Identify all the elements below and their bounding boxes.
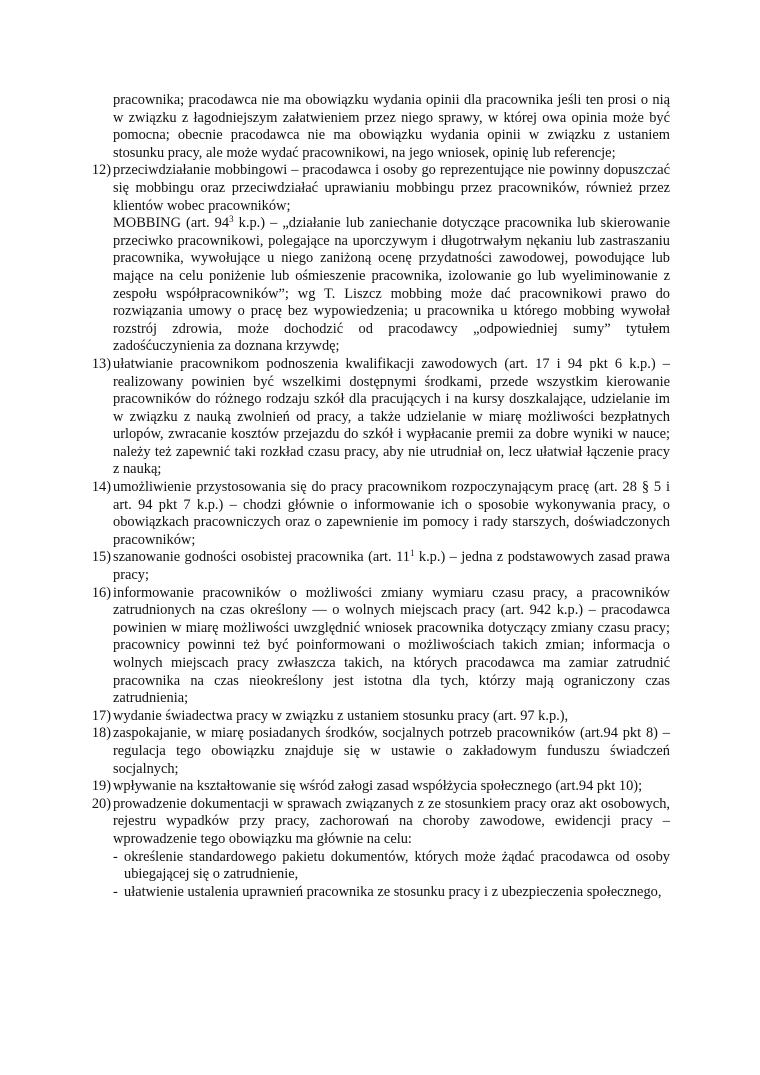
page-content xyxy=(88,92,670,901)
continuation-paragraph: pracownika; pracodawca nie ma obowiązku wydania opinii dla pracownika jeśli ten prosi o nią w związku z łagodniejszym załatwieniem przez niego sprawy, w której owa opinia może być pomocna; obecnie pracodawca nie ma obowiązku wydania opinii w związku z ustaniem stosunku pracy, ale może wydać pracownikowi, na jego wniosek, opinię lub referencje; xyxy=(113,92,670,161)
item-number: 18) xyxy=(91,725,111,742)
list-item-16 xyxy=(88,585,670,708)
item-number: 16) xyxy=(91,584,111,601)
item-text: wpływanie na kształtowanie się wśród załogi zasad współżycia społecznego (art.94 pkt 10); xyxy=(113,778,643,795)
item-text: prowadzenie dokumentacji w sprawach związanych z ze stosunkiem pracy oraz akt osobowych, rejestru wypadków przy pracy, zachorowań na choroby zawodowe, ewidencji pracy – wprowadzenie tego obowiązku ma głównie na celu: xyxy=(113,795,670,847)
superscript: 1 xyxy=(409,548,415,559)
item-body xyxy=(113,796,670,902)
item-text: przeciwdziałanie mobbingowi – pracodawca i osoby go reprezentujące nie powinny dopuszczać się mobbingu oraz przeciwdziałać uprawianiu mobbingu przez pracowników, również przez klientów wobec pracowników; xyxy=(113,162,670,214)
list-item-19 xyxy=(88,778,670,796)
list-item-15 xyxy=(88,549,670,584)
item-text: informowanie pracowników o możliwości zmiany wymiaru czasu pracy, a pracowników zatrudnionych na czas określony — o wolnych miejscach pracy (art. 942 k.p.) – pracodawca powinien w miarę możliwości uwzględnić wniosek pracownika dotyczący zmiany czasu pracy; pracownicy powinni też być poinformowani o możliwościach takich zmian; informacja o wolnych miejscach pracy zwłaszcza takich, na których pracodawca ma zamiar zatrudnić pracownika na czas nieokreślony jest istotna dla tych, którzy mają ograniczony czas zatrudnienia; xyxy=(113,584,670,707)
sub-list-item xyxy=(113,849,670,884)
item-number: 20) xyxy=(91,795,111,812)
sub-item-text: ułatwienie ustalenia uprawnień pracownika ze stosunku pracy i z ubezpieczenia społecznego, xyxy=(124,883,662,900)
list-item-14 xyxy=(88,479,670,549)
item-number: 12) xyxy=(91,162,111,179)
item-number: 17) xyxy=(91,707,111,724)
sub-list-item xyxy=(113,884,670,902)
item-number: 19) xyxy=(91,778,111,795)
item-text: ułatwianie pracownikom podnoszenia kwalifikacji zawodowych (art. 17 i 94 pkt 6 k.p.) – realizowany powinien być wszelkimi dostępnymi środkami, przede wszystkim kierowanie pracowników do różnego rodzaju szkół dla pracujących i na kursy doszkalające, udzielanie im w związku z nauką zwolnień od pracy, a także udzielanie w miarę możliwości bezpłatnych urlopów, zwracanie kosztów przejazdu do szkół i wypłacanie premii za dobre wyniki w nauce; należy też zapewnić taki rozkład czasu pracy, aby nie utrudniał on, lecz ułatwiał łączenie pracy z nauką; xyxy=(113,355,670,478)
list-item-17 xyxy=(88,708,670,726)
item-text: szanowanie godności osobistej pracownika (art. $11^1$ k.p.) – jedna z podstawowych zasad prawa pracy; xyxy=(113,548,671,584)
item-text: zaspokajanie, w miarę posiadanych środków, socjalnych potrzeb pracowników (art.94 pkt 8) – regulacja tego obowiązku znajduje się w ustawie o zakładowym funduszu świadczeń socjalnych; xyxy=(113,725,670,777)
item-number: 15) xyxy=(91,549,111,566)
item-body xyxy=(113,162,670,356)
sub-item-text: określenie standardowego pakietu dokumentów, których może żądać pracodawca od osoby ubiegającej się o zatrudnienie, xyxy=(124,848,670,883)
item-text: wydanie świadectwa pracy w związku z ustaniem stosunku pracy (art. 97 k.p.), xyxy=(113,707,569,724)
list-item-20 xyxy=(88,796,670,902)
item-number: 13) xyxy=(91,355,111,372)
list-item-12 xyxy=(88,162,670,356)
item-number: 14) xyxy=(91,479,111,496)
mobbing-definition: MOBBING (art. $94^3$ k.p.) – „działanie lub zaniechanie dotyczące pracownika lub skierowanie przeciwko pracownikowi, polegające na uporczywym i długotrwałym nękaniu lub zastraszaniu pracownika, wywołujące u niego zaniżoną ocenę przydatności zawodowej, powodujące lub mające na celu poniżenie lub ośmieszenie pracownika, izolowanie go lub wyeliminowanie z zespołu współpracowników”; wg T. Liszcz mobbing może dać pracownikowi prawo do rozwiązania umowy o pracę bez wypowiedzenia; u pracownika u którego mobbing wywołał rozstrój zdrowia, może dochodzić od pracodawcy „odpowiedniej sumy” tytułem zadośćuczynienia za doznana krzywdę; xyxy=(113,214,670,355)
item-text: umożliwienie przystosowania się do pracy pracownikom rozpoczynającym pracę (art. 28 § 5 i art. 94 pkt 7 k.p.) – chodzi głównie o informowanie ich o sposobie wykonywania pracy, o obowiązkach pracowniczych oraz o zapewnienie im pomocy i rady starszych, doświadczonych pracowników; xyxy=(113,479,670,548)
dash-bullet: - xyxy=(113,848,118,865)
superscript: 3 xyxy=(229,214,234,225)
dash-bullet: - xyxy=(113,883,118,900)
list-item-13 xyxy=(88,356,670,479)
list-item-18 xyxy=(88,725,670,778)
